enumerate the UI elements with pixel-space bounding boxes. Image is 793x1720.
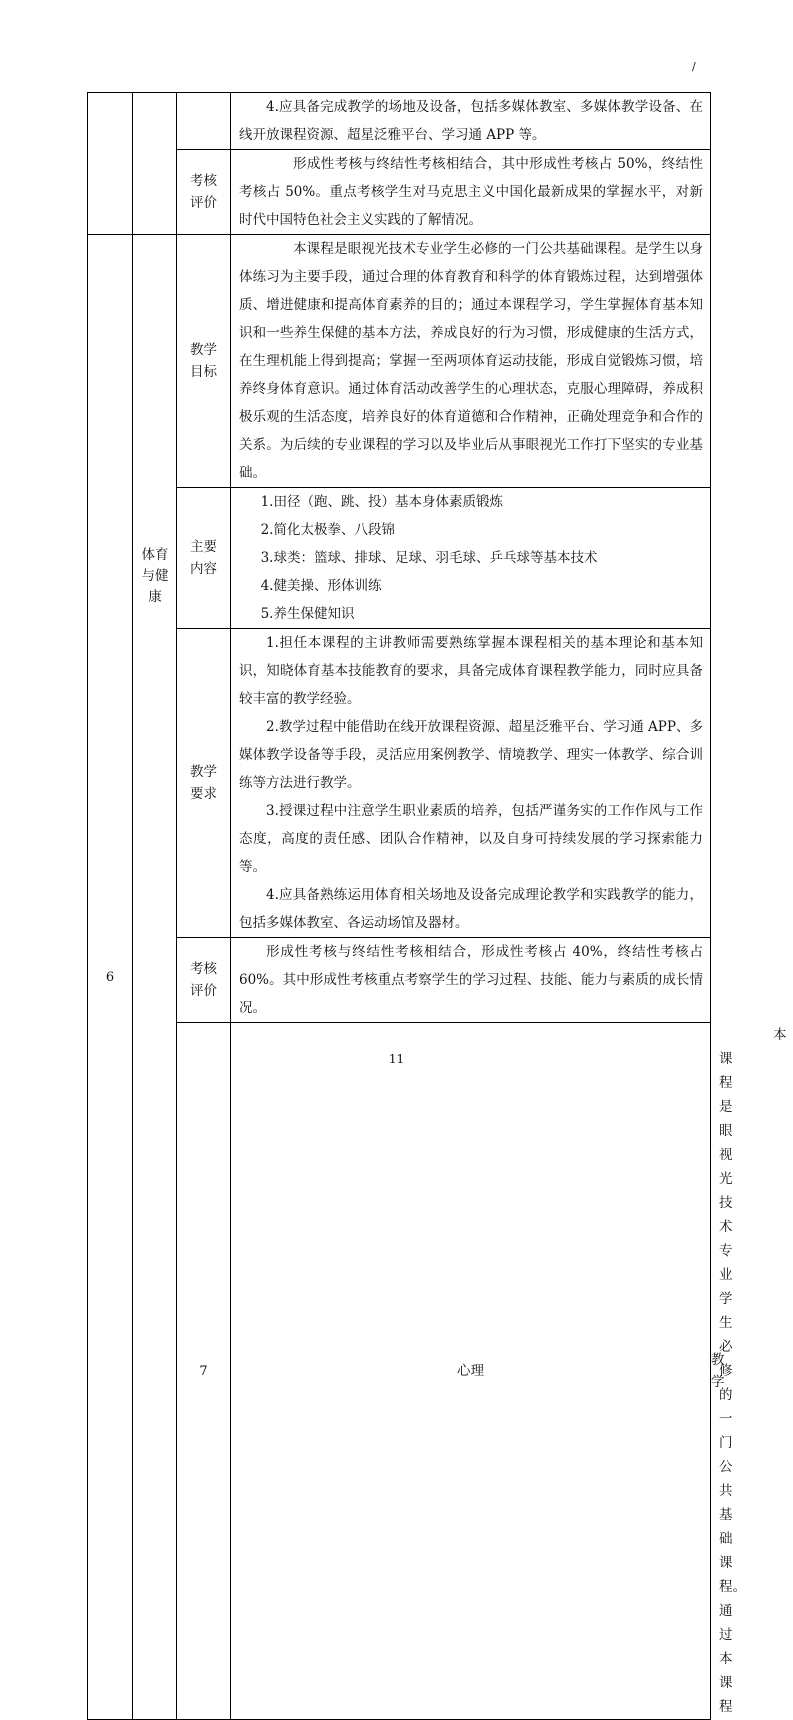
course5-assess-label-1: 考核 xyxy=(190,173,217,189)
row-course5-assessment xyxy=(88,150,711,235)
course6-name-line1: 体育 xyxy=(141,547,169,563)
header-mark: / xyxy=(692,60,696,73)
row-course6-content xyxy=(88,488,711,629)
course5-req-4: 4.应具备完成教学的场地及设备，包括多媒体教室、多媒体教学设备、在线开放课程资源、超星泛雅平台、学习通 APP 等。 xyxy=(239,99,703,143)
course5-assess-label-2: 评价 xyxy=(190,195,217,211)
course6-req-cell xyxy=(231,629,711,938)
course6-content-item: 1.田径（跑、跳、投）基本身体素质锻炼 xyxy=(260,494,503,510)
course6-assess-label-2: 评价 xyxy=(190,983,217,999)
course6-name xyxy=(133,545,177,608)
course6-content-cell xyxy=(231,488,711,629)
course6-req-label-2: 要求 xyxy=(190,786,217,802)
course6-assess-cell xyxy=(231,938,711,1023)
course6-assess-label-1: 考核 xyxy=(190,961,217,977)
course5-name-cell xyxy=(133,93,177,235)
course6-req-item: 4.应具备熟练运用体育相关场地及设备完成理论教学和实践教学的能力，包括多媒体教室、各运动场馆及器材。 xyxy=(239,887,703,931)
syllabus-table xyxy=(87,92,787,1720)
course5-assess-text: 形成性考核与终结性考核相结合，其中形成性考核占 50%，终结性考核占 50%。重点考核学生对马克思主义中国化最新成果的掌握水平，对新时代中国特色社会主义实践的了解情况。 xyxy=(239,156,703,228)
page-number: 11 xyxy=(388,1052,405,1066)
course6-assess-label xyxy=(177,938,231,1023)
course6-name-cell xyxy=(133,235,177,1720)
course6-content-label-2: 内容 xyxy=(190,561,217,577)
course6-req-label-1: 教学 xyxy=(190,764,217,780)
course6-goal-label xyxy=(177,235,231,488)
course6-req-item: 1.担任本课程的主讲教师需要熟练掌握本课程相关的基本理论和基本知识，知晓体育基本技能教育的要求，具备完成体育课程教学能力，同时应具备较丰富的教学经验。 xyxy=(239,635,703,707)
course6-content-item: 5.养生保健知识 xyxy=(260,606,355,622)
course6-goal-cell xyxy=(231,235,711,488)
row-course6-assessment xyxy=(88,938,711,1023)
course6-content-label xyxy=(177,488,231,629)
course6-assess-text: 形成性考核与终结性考核相结合，形成性考核占 40%，终结性考核占 60%。其中形成性考核重点考察学生的学习过程、技能、能力与素质的成长情况。 xyxy=(239,944,703,1016)
course7-number: 7 xyxy=(177,1023,231,1720)
course5-assess-text-cell xyxy=(231,150,711,235)
course6-req-label xyxy=(177,629,231,938)
course5-req-label-cell xyxy=(177,93,231,150)
row-course7: 7 心理 教学 本课程是眼视光技术专业学生必修的一门公共基础课程。通过本课程 xyxy=(88,1023,711,1720)
course6-content-item: 2.简化太极拳、八段锦 xyxy=(260,522,395,538)
course6-goal-text: 本课程是眼视光技术专业学生必修的一门公共基础课程。是学生以身体练习为主要手段，通过合理的体育教育和科学的体育锻炼过程，达到增强体质、增进健康和提高体育素养的目的；通过本课程学习，学生掌握体育基本知识和一些养生保健的基本方法，养成良好的行为习惯，形成健康的生活方式，在生理机能上得到提高；掌握一至两项体育运动技能，形成自觉锻炼习惯，培养终身体育意识。通过体育活动改善学生的心理状态，克服心理障碍，养成积极乐观的生活态度，培养良好的体育道德和合作精神，正确处理竞争和合作的关系。为后续的专业课程的学习以及毕业后从事眼视光工作打下坚实的专业基础。 xyxy=(239,241,703,481)
course6-content-item: 4.健美操、形体训练 xyxy=(260,578,382,594)
course5-req-text-cell xyxy=(231,93,711,150)
course5-number-cell xyxy=(88,93,133,235)
course6-content-item: 3.球类：篮球、排球、足球、羽毛球、乒乓球等基本技术 xyxy=(260,550,598,566)
course7-name: 心理 xyxy=(231,1023,711,1720)
course6-req-item: 2.教学过程中能借助在线开放课程资源、超星泛雅平台、学习通 APP、多媒体教学设备等手段，灵活应用案例教学、情境教学、理实一体教学、综合训练等方法进行教学。 xyxy=(239,719,703,791)
course6-goal-label-1: 教学 xyxy=(190,342,217,358)
course5-assess-label xyxy=(177,150,231,235)
course6-name-line2: 与健 xyxy=(141,568,169,584)
row-course5-requirements xyxy=(88,93,711,150)
course6-content-label-1: 主要 xyxy=(190,539,217,555)
course6-goal-label-2: 目标 xyxy=(190,364,217,380)
row-course6-requirements xyxy=(88,629,711,938)
course6-req-item: 3.授课过程中注意学生职业素质的培养，包括严谨务实的工作作风与工作态度，高度的责任感、团队合作精神，以及自身可持续发展的学习探索能力等。 xyxy=(239,803,703,875)
row-course6-goal xyxy=(88,235,711,488)
course6-number: 6 xyxy=(88,235,133,1720)
course6-name-line3: 康 xyxy=(148,589,162,605)
